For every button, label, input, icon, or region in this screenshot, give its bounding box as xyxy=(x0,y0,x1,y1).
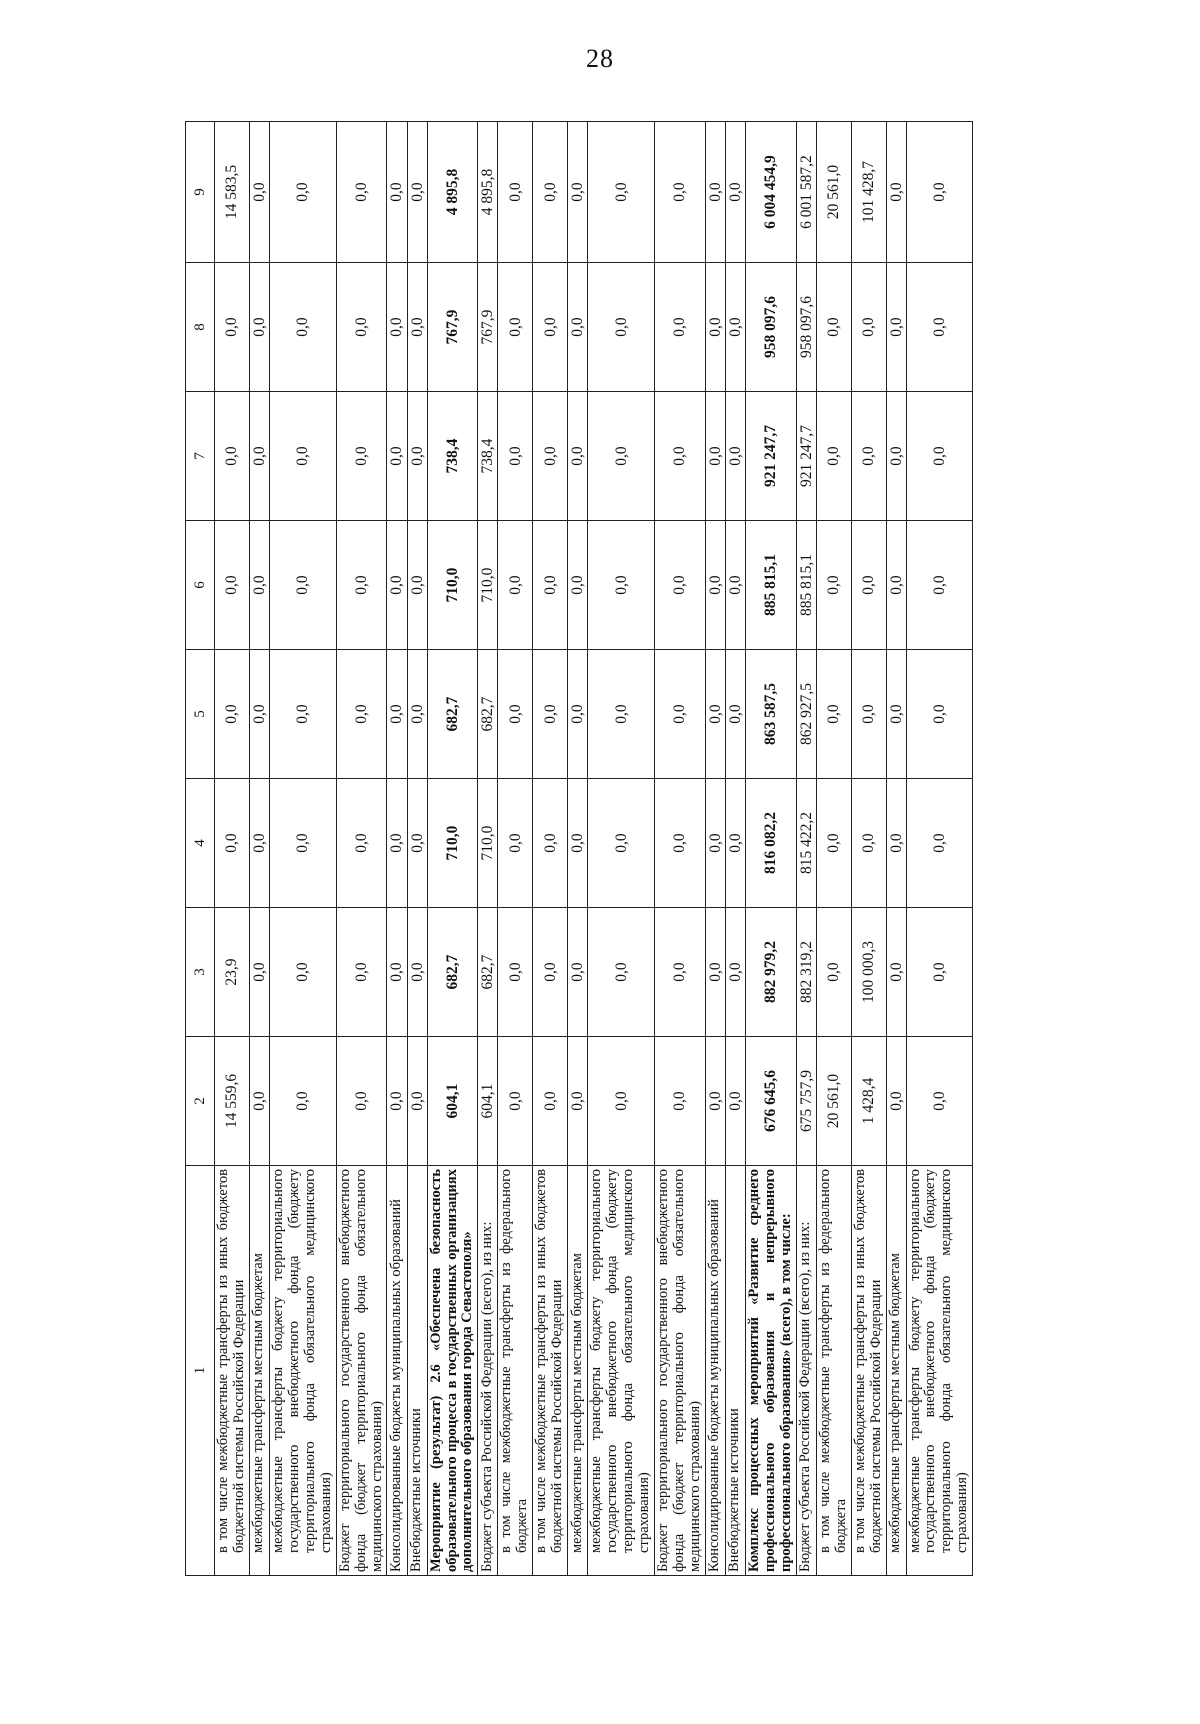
value-cell: 710,0 xyxy=(427,779,478,908)
value-cell: 682,7 xyxy=(478,650,498,779)
table-row xyxy=(725,122,745,1576)
value-cell: 0,0 xyxy=(336,263,387,392)
value-cell: 100 000,3 xyxy=(851,908,886,1037)
value-cell: 0,0 xyxy=(533,779,568,908)
value-cell: 0,0 xyxy=(336,779,387,908)
value-cell: 0,0 xyxy=(336,122,387,263)
value-cell: 0,0 xyxy=(498,779,533,908)
value-cell: 0,0 xyxy=(498,392,533,521)
column-header-7: 7 xyxy=(186,392,215,521)
value-cell: 0,0 xyxy=(215,263,250,392)
value-cell: 101 428,7 xyxy=(851,122,886,263)
row-label: в том числе межбюджетные трансферты из федерального бюджета xyxy=(816,1166,851,1576)
value-cell: 0,0 xyxy=(269,392,336,521)
table-row xyxy=(336,122,387,1576)
value-cell: 0,0 xyxy=(336,650,387,779)
value-cell: 0,0 xyxy=(568,1037,588,1166)
value-cell: 0,0 xyxy=(906,263,973,392)
column-header-9: 9 xyxy=(186,122,215,263)
value-cell: 0,0 xyxy=(654,1037,705,1166)
value-cell: 0,0 xyxy=(588,521,655,650)
value-cell: 0,0 xyxy=(498,122,533,263)
value-cell: 0,0 xyxy=(533,122,568,263)
value-cell: 0,0 xyxy=(498,1037,533,1166)
table-row xyxy=(745,122,796,1576)
row-label: Бюджет территориального государственного внебюджетного фонда (бюджет территориального фонда обязательного медицинского страхования) xyxy=(336,1166,387,1576)
value-cell: 0,0 xyxy=(387,1037,407,1166)
row-label: Консолидированные бюджеты муниципальных образований xyxy=(705,1166,725,1576)
value-cell: 0,0 xyxy=(705,392,725,521)
value-cell: 0,0 xyxy=(249,392,269,521)
row-label: Бюджет субъекта Российской Федерации (всего), из них: xyxy=(478,1166,498,1576)
value-cell: 0,0 xyxy=(407,779,427,908)
table-row xyxy=(269,122,336,1576)
value-cell: 0,0 xyxy=(533,908,568,1037)
value-cell: 0,0 xyxy=(705,650,725,779)
value-cell: 0,0 xyxy=(588,122,655,263)
value-cell: 0,0 xyxy=(906,1037,973,1166)
value-cell: 0,0 xyxy=(269,650,336,779)
table-row xyxy=(796,122,816,1576)
row-label: межбюджетные трансферты бюджету территориального государственного внебюджетного фонда (бюджету территориального фонда обязательного медицинского страхования) xyxy=(906,1166,973,1576)
value-cell: 14 559,6 xyxy=(215,1037,250,1166)
value-cell: 0,0 xyxy=(654,650,705,779)
value-cell: 0,0 xyxy=(654,908,705,1037)
row-label: в том числе межбюджетные трансферты из иных бюджетов бюджетной системы Российской Федерации xyxy=(533,1166,568,1576)
value-cell: 0,0 xyxy=(498,908,533,1037)
value-cell: 0,0 xyxy=(249,1037,269,1166)
value-cell: 0,0 xyxy=(816,650,851,779)
value-cell: 0,0 xyxy=(249,263,269,392)
value-cell: 0,0 xyxy=(533,650,568,779)
value-cell: 882 319,2 xyxy=(796,908,816,1037)
table-row xyxy=(387,122,407,1576)
value-cell: 4 895,8 xyxy=(478,122,498,263)
value-cell: 0,0 xyxy=(269,263,336,392)
value-cell: 0,0 xyxy=(568,908,588,1037)
value-cell: 0,0 xyxy=(336,392,387,521)
table-body xyxy=(215,122,973,1576)
row-label: Бюджет территориального государственного внебюджетного фонда (бюджет территориального фонда обязательного медицинского страхования) xyxy=(654,1166,705,1576)
value-cell: 882 979,2 xyxy=(745,908,796,1037)
value-cell: 675 757,9 xyxy=(796,1037,816,1166)
value-cell: 0,0 xyxy=(725,122,745,263)
value-cell: 0,0 xyxy=(725,521,745,650)
value-cell: 0,0 xyxy=(336,521,387,650)
value-cell: 0,0 xyxy=(387,908,407,1037)
value-cell: 0,0 xyxy=(568,122,588,263)
value-cell: 0,0 xyxy=(851,392,886,521)
value-cell: 604,1 xyxy=(427,1037,478,1166)
value-cell: 0,0 xyxy=(336,1037,387,1166)
value-cell: 0,0 xyxy=(654,263,705,392)
value-cell: 4 895,8 xyxy=(427,122,478,263)
value-cell: 0,0 xyxy=(588,908,655,1037)
value-cell: 0,0 xyxy=(533,263,568,392)
budget-table xyxy=(185,121,973,1576)
value-cell: 0,0 xyxy=(705,1037,725,1166)
value-cell: 738,4 xyxy=(478,392,498,521)
rotated-table-container xyxy=(185,122,1105,1576)
column-header-4: 4 xyxy=(186,779,215,908)
value-cell: 0,0 xyxy=(407,122,427,263)
value-cell: 0,0 xyxy=(387,392,407,521)
value-cell: 0,0 xyxy=(725,1037,745,1166)
row-label: Бюджет субъекта Российской Федерации (всего), из них: xyxy=(796,1166,816,1576)
table-row xyxy=(407,122,427,1576)
value-cell: 682,7 xyxy=(427,650,478,779)
value-cell: 0,0 xyxy=(654,779,705,908)
value-cell: 0,0 xyxy=(816,521,851,650)
value-cell: 0,0 xyxy=(249,908,269,1037)
value-cell: 0,0 xyxy=(906,122,973,263)
value-cell: 0,0 xyxy=(249,122,269,263)
value-cell: 0,0 xyxy=(906,908,973,1037)
value-cell: 0,0 xyxy=(407,650,427,779)
table-row xyxy=(533,122,568,1576)
value-cell: 0,0 xyxy=(407,1037,427,1166)
value-cell: 0,0 xyxy=(588,263,655,392)
value-cell: 0,0 xyxy=(407,392,427,521)
value-cell: 682,7 xyxy=(478,908,498,1037)
value-cell: 20 561,0 xyxy=(816,122,851,263)
value-cell: 0,0 xyxy=(886,779,906,908)
value-cell: 0,0 xyxy=(654,521,705,650)
value-cell: 604,1 xyxy=(478,1037,498,1166)
value-cell: 0,0 xyxy=(498,521,533,650)
value-cell: 0,0 xyxy=(387,122,407,263)
row-label: межбюджетные трансферты бюджету территориального государственного внебюджетного фонда (бюджету территориального фонда обязательного медицинского страхования) xyxy=(588,1166,655,1576)
value-cell: 0,0 xyxy=(906,392,973,521)
value-cell: 0,0 xyxy=(725,908,745,1037)
value-cell: 0,0 xyxy=(851,263,886,392)
table-row xyxy=(249,122,269,1576)
table-row xyxy=(705,122,725,1576)
value-cell: 23,9 xyxy=(215,908,250,1037)
value-cell: 0,0 xyxy=(705,263,725,392)
row-label: межбюджетные трансферты бюджету территориального государственного внебюджетного фонда (бюджету территориального фонда обязательного медицинского страхования) xyxy=(269,1166,336,1576)
value-cell: 0,0 xyxy=(568,263,588,392)
row-label: в том числе межбюджетные трансферты из иных бюджетов бюджетной системы Российской Федерации xyxy=(851,1166,886,1576)
value-cell: 0,0 xyxy=(215,392,250,521)
value-cell: 0,0 xyxy=(851,521,886,650)
row-label: межбюджетные трансферты местным бюджетам xyxy=(568,1166,588,1576)
value-cell: 710,0 xyxy=(427,521,478,650)
header-row xyxy=(186,122,215,1576)
value-cell: 1 428,4 xyxy=(851,1037,886,1166)
value-cell: 0,0 xyxy=(886,908,906,1037)
row-label: Консолидированные бюджеты муниципальных образований xyxy=(387,1166,407,1576)
value-cell: 0,0 xyxy=(336,908,387,1037)
value-cell: 816 082,2 xyxy=(745,779,796,908)
value-cell: 0,0 xyxy=(906,779,973,908)
value-cell: 0,0 xyxy=(654,122,705,263)
value-cell: 710,0 xyxy=(478,779,498,908)
value-cell: 767,9 xyxy=(478,263,498,392)
value-cell: 0,0 xyxy=(387,650,407,779)
value-cell: 0,0 xyxy=(705,122,725,263)
table-row xyxy=(851,122,886,1576)
value-cell: 0,0 xyxy=(498,263,533,392)
value-cell: 0,0 xyxy=(851,650,886,779)
value-cell: 958 097,6 xyxy=(796,263,816,392)
value-cell: 0,0 xyxy=(588,650,655,779)
value-cell: 0,0 xyxy=(654,392,705,521)
value-cell: 0,0 xyxy=(498,650,533,779)
value-cell: 0,0 xyxy=(886,263,906,392)
value-cell: 0,0 xyxy=(249,521,269,650)
value-cell: 863 587,5 xyxy=(745,650,796,779)
value-cell: 0,0 xyxy=(906,521,973,650)
value-cell: 0,0 xyxy=(588,392,655,521)
value-cell: 0,0 xyxy=(533,521,568,650)
value-cell: 0,0 xyxy=(568,779,588,908)
value-cell: 0,0 xyxy=(816,779,851,908)
column-header-3: 3 xyxy=(186,908,215,1037)
value-cell: 0,0 xyxy=(533,1037,568,1166)
value-cell: 0,0 xyxy=(588,779,655,908)
value-cell: 0,0 xyxy=(886,122,906,263)
value-cell: 738,4 xyxy=(427,392,478,521)
value-cell: 0,0 xyxy=(705,779,725,908)
row-label: межбюджетные трансферты местным бюджетам xyxy=(249,1166,269,1576)
value-cell: 6 004 454,9 xyxy=(745,122,796,263)
row-label: Внебюджетные источники xyxy=(725,1166,745,1576)
value-cell: 676 645,6 xyxy=(745,1037,796,1166)
value-cell: 0,0 xyxy=(215,650,250,779)
value-cell: 0,0 xyxy=(269,1037,336,1166)
value-cell: 0,0 xyxy=(886,1037,906,1166)
value-cell: 885 815,1 xyxy=(745,521,796,650)
value-cell: 0,0 xyxy=(705,908,725,1037)
value-cell: 14 583,5 xyxy=(215,122,250,263)
value-cell: 0,0 xyxy=(906,650,973,779)
value-cell: 921 247,7 xyxy=(796,392,816,521)
table-row xyxy=(498,122,533,1576)
row-label: межбюджетные трансферты местным бюджетам xyxy=(886,1166,906,1576)
value-cell: 0,0 xyxy=(851,779,886,908)
table-row xyxy=(906,122,973,1576)
column-header-6: 6 xyxy=(186,521,215,650)
table-row xyxy=(427,122,478,1576)
value-cell: 0,0 xyxy=(588,1037,655,1166)
row-label: Мероприятие (результат) 2.6 «Обеспечена безопасность образовательного процесса в государственных организациях дополнительного образования города Севастополя» xyxy=(427,1166,478,1576)
value-cell: 6 001 587,2 xyxy=(796,122,816,263)
value-cell: 0,0 xyxy=(816,392,851,521)
table-row xyxy=(568,122,588,1576)
value-cell: 0,0 xyxy=(215,521,250,650)
value-cell: 0,0 xyxy=(269,908,336,1037)
table-row xyxy=(588,122,655,1576)
value-cell: 0,0 xyxy=(249,779,269,908)
value-cell: 0,0 xyxy=(886,392,906,521)
value-cell: 0,0 xyxy=(387,779,407,908)
table-row xyxy=(886,122,906,1576)
value-cell: 0,0 xyxy=(816,908,851,1037)
value-cell: 0,0 xyxy=(816,263,851,392)
row-label: в том числе межбюджетные трансферты из иных бюджетов бюджетной системы Российской Федерации xyxy=(215,1166,250,1576)
table-row xyxy=(654,122,705,1576)
value-cell: 0,0 xyxy=(886,521,906,650)
value-cell: 0,0 xyxy=(215,779,250,908)
value-cell: 0,0 xyxy=(269,122,336,263)
value-cell: 885 815,1 xyxy=(796,521,816,650)
value-cell: 0,0 xyxy=(407,908,427,1037)
value-cell: 0,0 xyxy=(725,263,745,392)
value-cell: 0,0 xyxy=(725,779,745,908)
value-cell: 0,0 xyxy=(269,779,336,908)
value-cell: 0,0 xyxy=(705,521,725,650)
page-number: 28 xyxy=(586,44,614,73)
value-cell: 815 422,2 xyxy=(796,779,816,908)
column-header-8: 8 xyxy=(186,263,215,392)
value-cell: 0,0 xyxy=(407,263,427,392)
table-row xyxy=(816,122,851,1576)
value-cell: 682,7 xyxy=(427,908,478,1037)
value-cell: 862 927,5 xyxy=(796,650,816,779)
row-label: в том числе межбюджетные трансферты из федерального бюджета xyxy=(498,1166,533,1576)
value-cell: 0,0 xyxy=(568,392,588,521)
value-cell: 0,0 xyxy=(249,650,269,779)
column-header-5: 5 xyxy=(186,650,215,779)
value-cell: 0,0 xyxy=(568,521,588,650)
table-row xyxy=(478,122,498,1576)
value-cell: 0,0 xyxy=(533,392,568,521)
value-cell: 0,0 xyxy=(269,521,336,650)
value-cell: 0,0 xyxy=(725,392,745,521)
table-row xyxy=(215,122,250,1576)
column-header-2: 2 xyxy=(186,1037,215,1166)
value-cell: 0,0 xyxy=(725,650,745,779)
value-cell: 710,0 xyxy=(478,521,498,650)
value-cell: 0,0 xyxy=(387,263,407,392)
column-header-1: 1 xyxy=(186,1166,215,1576)
value-cell: 0,0 xyxy=(387,521,407,650)
value-cell: 958 097,6 xyxy=(745,263,796,392)
row-label: Комплекс процессных мероприятий «Развитие среднего профессионального образования и непрерывного профессионального образования» (всего), в том числе: xyxy=(745,1166,796,1576)
value-cell: 921 247,7 xyxy=(745,392,796,521)
value-cell: 767,9 xyxy=(427,263,478,392)
value-cell: 0,0 xyxy=(407,521,427,650)
value-cell: 20 561,0 xyxy=(816,1037,851,1166)
value-cell: 0,0 xyxy=(886,650,906,779)
row-label: Внебюджетные источники xyxy=(407,1166,427,1576)
value-cell: 0,0 xyxy=(568,650,588,779)
